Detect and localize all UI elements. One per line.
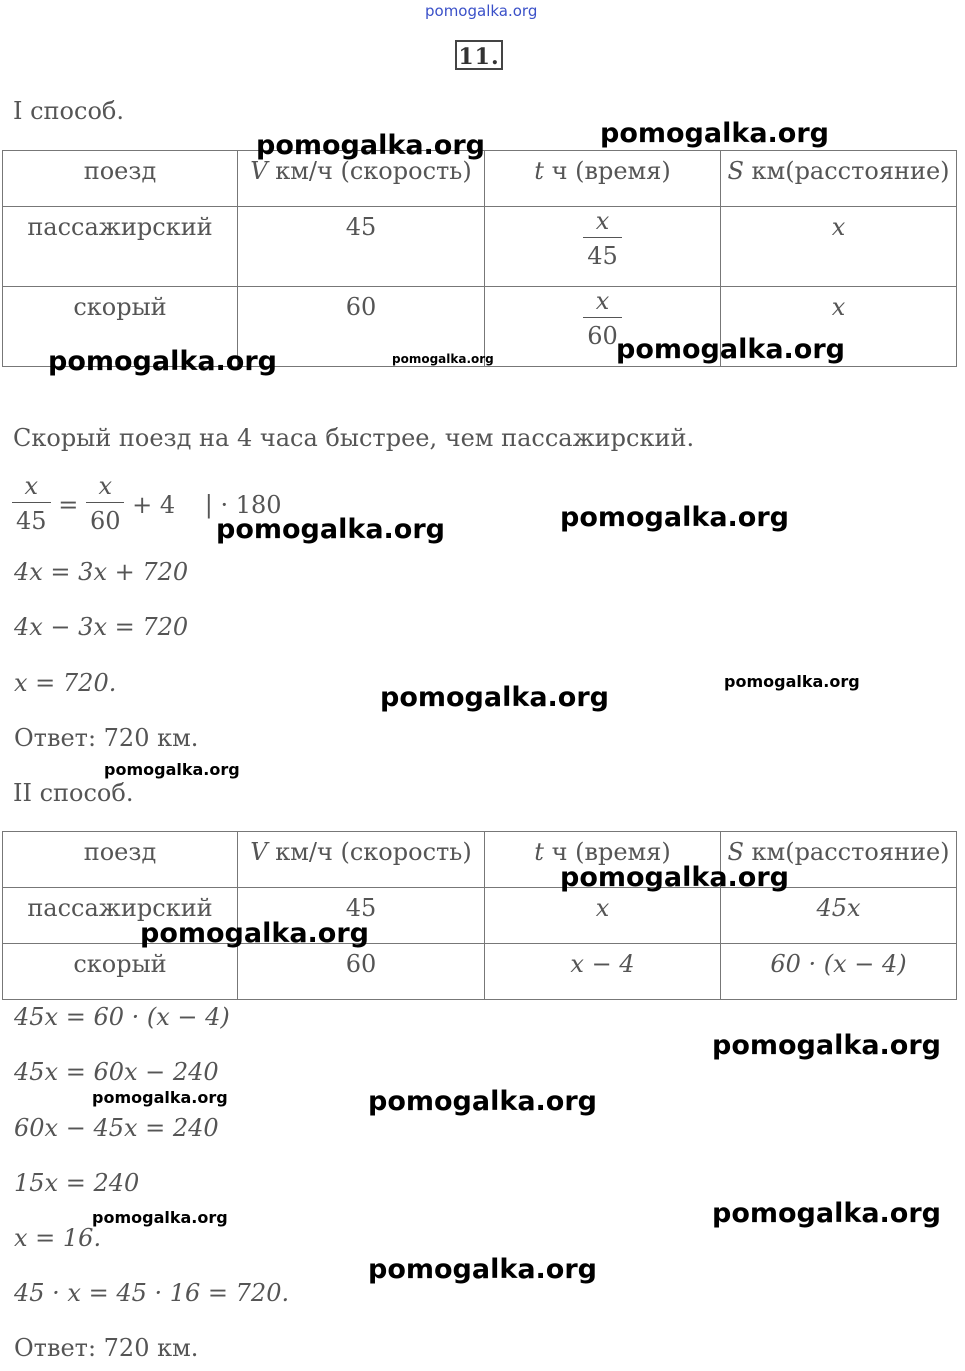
- cell-train: скорый: [3, 287, 238, 367]
- watermark: pomogalka.org: [140, 918, 369, 949]
- method2-title: II способ.: [13, 779, 134, 807]
- header-train: поезд: [3, 832, 238, 888]
- cell-distance: x: [721, 207, 957, 287]
- watermark: pomogalka.org: [104, 760, 240, 779]
- watermark: pomogalka.org: [92, 1208, 228, 1227]
- method2-step: 45x = 60 · (x − 4): [14, 1003, 230, 1031]
- table-row: [3, 207, 957, 287]
- watermark: pomogalka.org: [48, 346, 277, 377]
- header-distance: S км(расстояние): [721, 151, 957, 207]
- header-speed: V км/ч (скорость): [238, 151, 485, 207]
- cell-time: x − 4: [485, 944, 721, 1000]
- cell-distance: x: [721, 287, 957, 367]
- cell-speed: 60: [238, 287, 485, 367]
- watermark: pomogalka.org: [216, 514, 445, 545]
- cell-speed: 45: [238, 888, 485, 944]
- cell-time: x: [485, 888, 721, 944]
- method2-step: 45x = 60x − 240: [14, 1058, 219, 1086]
- cell-distance: 60 · (x − 4): [721, 944, 957, 1000]
- method2-step: 15x = 240: [14, 1169, 140, 1197]
- cell-speed: 45: [238, 207, 485, 287]
- method2-step: 60x − 45x = 240: [14, 1114, 219, 1142]
- cell-time: $\frac{x}{60}$: [485, 287, 721, 367]
- method1-title: I способ.: [13, 97, 124, 125]
- table-header-row: [3, 832, 957, 888]
- header-time: t ч (время): [485, 151, 721, 207]
- method1-answer: Ответ: 720 км.: [14, 724, 199, 752]
- watermark: pomogalka.org: [368, 1086, 597, 1117]
- watermark: pomogalka.org: [712, 1030, 941, 1061]
- cell-train: пассажирский: [3, 207, 238, 287]
- watermark: pomogalka.org: [712, 1198, 941, 1229]
- watermark: pomogalka.org: [256, 130, 485, 161]
- watermark: pomogalka.org: [560, 502, 789, 533]
- cell-train: скорый: [3, 944, 238, 1000]
- cell-time: $\frac{x}{45}$: [485, 207, 721, 287]
- cell-distance: 45x: [721, 888, 957, 944]
- method2-step: 45 · x = 45 · 16 = 720.: [14, 1279, 290, 1307]
- watermark: pomogalka.org: [560, 862, 789, 893]
- method1-step: 4x − 3x = 720: [14, 613, 189, 641]
- method1-equation: $\frac{x}{45}$ = $\frac{x}{60}$ + 4 | · 180: [12, 474, 282, 533]
- method1-statement: Скорый поезд на 4 часа быстрее, чем пассажирский.: [13, 424, 695, 452]
- watermark: pomogalka.org: [616, 334, 845, 365]
- watermark: pomogalka.org: [92, 1088, 228, 1107]
- header-speed: V км/ч (скорость): [238, 832, 485, 888]
- problem-number: 11.: [455, 40, 503, 70]
- method1-step: x = 720.: [14, 669, 117, 697]
- method2-answer: Ответ: 720 км.: [14, 1334, 199, 1362]
- watermark: pomogalka.org: [380, 682, 609, 713]
- method2-step: x = 16.: [14, 1224, 102, 1252]
- watermark: pomogalka.org: [368, 1254, 597, 1285]
- watermark: pomogalka.org: [600, 118, 829, 149]
- cell-train: пассажирский: [3, 888, 238, 944]
- top-watermark: pomogalka.org: [425, 2, 538, 20]
- watermark: pomogalka.org: [724, 672, 860, 691]
- header-time: t ч (время): [485, 832, 721, 888]
- method1-step: 4x = 3x + 720: [14, 558, 189, 586]
- cell-speed: 60: [238, 944, 485, 1000]
- header-train: поезд: [3, 151, 238, 207]
- table-row: [3, 944, 957, 1000]
- header-distance: S км(расстояние): [721, 832, 957, 888]
- watermark: pomogalka.org: [392, 352, 494, 366]
- method2-table: [2, 831, 957, 1000]
